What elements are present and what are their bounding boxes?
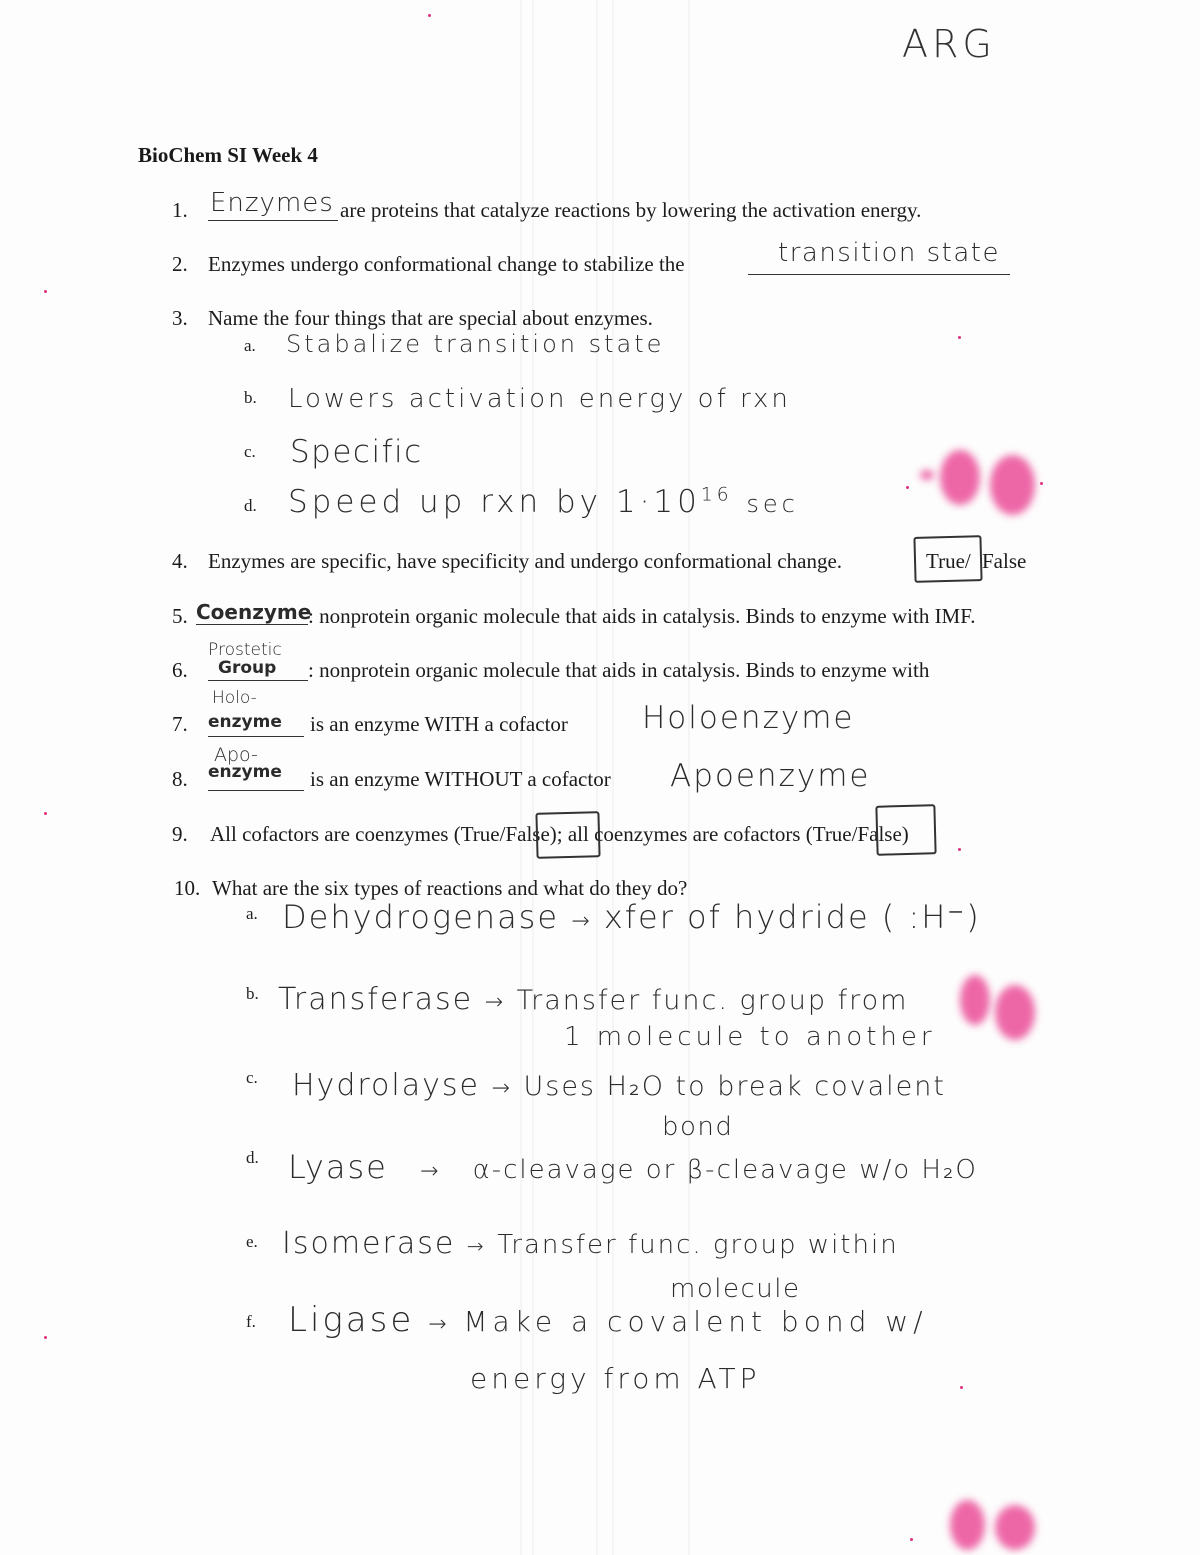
question-text: is an enzyme WITH a cofactor — [310, 712, 568, 736]
item-label: c. — [244, 442, 256, 461]
reaction-desc-line2: molecule — [670, 1274, 801, 1304]
handwritten-answer: enzyme — [208, 712, 282, 732]
initials: ARG — [902, 22, 996, 66]
selected-answer-box-a — [535, 811, 600, 859]
arrow-icon: → — [428, 1312, 450, 1337]
reaction-item — [282, 1226, 899, 1261]
question-text: Enzymes undergo conformational change to stabilize the — [208, 252, 685, 276]
item-label: e. — [246, 1232, 258, 1251]
answer-blank — [748, 274, 1010, 275]
reaction-desc-line2: energy from ATP — [470, 1362, 761, 1395]
handwritten-answer: enzyme — [208, 762, 282, 782]
answer-blank — [208, 736, 304, 737]
question-number: 10. — [174, 876, 201, 900]
reaction-desc-line2: bond — [662, 1112, 734, 1142]
arrow-icon: → — [491, 1076, 512, 1101]
answer-blank — [208, 680, 308, 681]
question-text: is an enzyme WITHOUT a cofactor — [310, 767, 611, 791]
speck — [44, 812, 47, 815]
question-text: Name the four things that are special about enzymes. — [208, 306, 653, 330]
item-label: f. — [246, 1312, 256, 1331]
answer-blank — [208, 220, 338, 221]
reaction-desc: α-cleavage or β-cleavage w/o H₂O — [472, 1155, 978, 1185]
reaction-item — [292, 1068, 946, 1103]
speck — [958, 336, 961, 339]
reaction-desc: Make a covalent bond w/ — [463, 1305, 928, 1338]
handwritten-answer — [288, 484, 799, 520]
option-true: True/ — [926, 549, 971, 573]
reaction-item — [288, 1148, 978, 1186]
speck — [44, 290, 47, 293]
item-label: c. — [246, 1068, 258, 1087]
reaction-name: Lyase — [288, 1148, 388, 1186]
question-text: : nonprotein organic molecule that aids in catalysis. Binds to enzyme with IMF. — [308, 604, 976, 628]
arrow-icon: → — [466, 1234, 486, 1258]
reaction-desc: xfer of hydride ( :H⁻) — [603, 898, 981, 936]
arrow-icon: → — [571, 909, 592, 934]
item-label: b. — [244, 388, 257, 407]
handwritten-side-answer: Apoenzyme — [670, 758, 871, 794]
handwritten-answer-top: Apo- — [214, 744, 258, 766]
selected-option-a: False — [505, 822, 550, 846]
question-text-part: /False) — [851, 822, 909, 846]
reaction-desc-line2: 1 molecule to another — [564, 1022, 936, 1052]
handwritten-answer-top: Prostetic — [208, 640, 282, 660]
question-number: 1. — [172, 198, 188, 222]
question-text: are proteins that catalyze reactions by lowering the activation energy. — [340, 198, 922, 222]
answer-exponent: 16 — [700, 484, 733, 506]
question-number: 4. — [172, 549, 188, 573]
item-label: b. — [246, 984, 259, 1003]
answer-unit: sec — [746, 490, 799, 518]
option-false: False — [982, 549, 1027, 573]
handwritten-answer: Stabalize transition state — [286, 330, 665, 358]
handwritten-answer: Coenzyme — [196, 600, 312, 624]
handwritten-side-answer: Holoenzyme — [642, 700, 855, 736]
page-title: BioChem SI Week 4 — [138, 143, 318, 167]
handwritten-answer: transition state — [778, 238, 1000, 268]
handwritten-answer-top: Holo- — [212, 688, 257, 708]
reaction-item — [278, 982, 908, 1017]
handwritten-answer: Group — [218, 658, 277, 678]
reaction-name: Hydrolayse — [292, 1068, 480, 1103]
selected-answer-box-b — [875, 804, 936, 856]
question-number: 7. — [172, 712, 188, 736]
reaction-name: Transferase — [278, 982, 474, 1017]
question-text-part: ); all coenzymes are cofactors — [549, 822, 801, 846]
answer-blank — [196, 624, 308, 625]
question-number: 3. — [172, 306, 188, 330]
item-label: a. — [246, 904, 258, 923]
speck — [428, 14, 431, 17]
question-number: 9. — [172, 822, 188, 846]
handwritten-answer: Enzymes — [210, 188, 334, 218]
reaction-desc: Transfer func. group from — [516, 985, 909, 1016]
reaction-desc: Uses H₂O to break covalent — [523, 1071, 946, 1102]
reaction-name: Dehydrogenase — [282, 898, 560, 936]
question-text-part: All cofactors are coenzymes (True/ — [210, 822, 506, 846]
speck — [958, 848, 961, 851]
question-number: 8. — [172, 767, 188, 791]
question-text: Enzymes are specific, have specificity and undergo conformational change. — [208, 549, 843, 573]
question-text: What are the six types of reactions and what do they do? — [212, 876, 688, 900]
handwritten-answer: Lowers activation energy of rxn — [288, 384, 791, 414]
selected-option-b: (True — [805, 822, 852, 846]
question-number: 6. — [172, 658, 188, 682]
reaction-name: Ligase — [288, 1300, 415, 1340]
speck — [44, 1336, 47, 1339]
handwritten-answer: Specific — [290, 434, 423, 470]
item-label: d. — [244, 496, 257, 515]
reaction-item — [288, 1300, 928, 1340]
question-text: : nonprotein organic molecule that aids in catalysis. Binds to enzyme with — [308, 658, 930, 682]
answer-blank — [208, 790, 304, 791]
item-label: a. — [244, 336, 256, 355]
arrow-icon: → — [484, 990, 506, 1015]
speck — [960, 1386, 963, 1389]
arrow-icon: → — [419, 1159, 441, 1184]
reaction-name: Isomerase — [282, 1226, 456, 1261]
answer-text: Speed up rxn by 1·10 — [288, 484, 701, 520]
question-number: 2. — [172, 252, 188, 276]
reaction-desc: Transfer func. group within — [497, 1230, 899, 1260]
item-label: d. — [246, 1148, 259, 1167]
question-number: 5. — [172, 604, 188, 628]
reaction-item — [282, 898, 981, 936]
